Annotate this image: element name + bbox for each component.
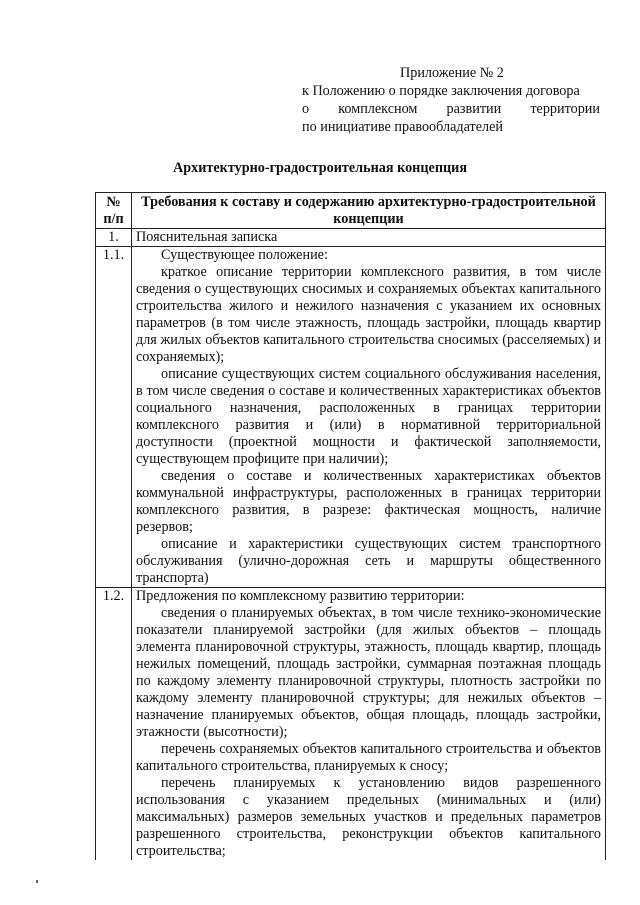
document-heading: Архитектурно-градостроительная концепция xyxy=(172,160,468,176)
row-content xyxy=(132,247,606,588)
scan-speck xyxy=(36,880,38,883)
row-content xyxy=(132,588,606,861)
row-paragraph: Существующее положение: xyxy=(161,247,328,263)
table-row xyxy=(96,247,606,588)
row-paragraph: описание существующих систем социального обслуживания населения, в том числе сведения о составе и количественных характеристиках объектов социального назначения, расположенных в границах территории комплексного развития и (или) в нормативной территориальной доступности (проектной мощности и фактической заполняемости, существующем профиците при наличии); xyxy=(136,366,601,467)
appendix-line-2: о комплексном развитии территории xyxy=(302,101,600,117)
row-paragraph: сведения о составе и количественных характеристиках объектов коммунальной инфраструктуры, расположенных в границах территории комплексного развития, в разрезе: фактическая мощность, наличие резервов; xyxy=(136,468,601,535)
table-row xyxy=(96,588,606,861)
header-requirements: Требования к составу и содержанию архитектурно-градостроительной концепции xyxy=(132,193,606,229)
table-header-row xyxy=(96,193,606,229)
requirements-table xyxy=(95,192,606,860)
row-content xyxy=(132,229,606,247)
appendix-line-3: по инициативе правообладателей xyxy=(302,119,504,135)
row-number: 1.2. xyxy=(96,588,132,861)
row-paragraph: перечень сохраняемых объектов капитального строительства и объектов капитального строительства, планируемых к сносу; xyxy=(136,741,601,774)
row-number: 1. xyxy=(96,229,132,247)
row-paragraph: краткое описание территории комплексного развития, в том числе сведения о существующих сносимых и сохраняемых объектах капитального строительства жилого и нежилого назначения с указанием их основных параметров (в том числе этажность, площадь застройки, площадь квартир для жилых объектов капитального строительства сносимых (расселяемых) и сохраняемых); xyxy=(136,264,601,365)
row-paragraph: описание и характеристики существующих систем транспортного обслуживания (улично-дорожная сеть и маршруты общественного транспорта) xyxy=(136,536,601,586)
appendix-line-1: к Положению о порядке заключения договора xyxy=(302,83,580,99)
appendix-block xyxy=(302,64,600,136)
row-paragraph: Предложения по комплексному развитию территории: xyxy=(136,588,465,604)
appendix-title: Приложение № 2 xyxy=(400,65,504,81)
row-number: 1.1. xyxy=(96,247,132,588)
row-paragraph: сведения о планируемых объектах, в том числе технико-экономические показатели планируемой застройки (для жилых объектов – площадь элемента планировочной структуры, этажность, площадь квартир, площадь нежилых помещений, площадь застройки, суммарная поэтажная площадь по каждому элементу планировочной структуры, плотность застройки по каждому элементу планировочной структуры; для нежилых объектов – назначение планируемых объектов, общая площадь, площадь застройки, этажности (высотности); xyxy=(136,605,601,740)
table-row xyxy=(96,229,606,247)
row-paragraph: Пояснительная записка xyxy=(136,229,278,245)
row-paragraph: перечень планируемых к установлению видов разрешенного использования с указанием предельных (минимальных и (или) максимальных) размеров земельных участков и предельных параметров разрешенного строительства, реконструкции объектов капитального строительства; xyxy=(136,775,601,859)
header-number: № п/п xyxy=(96,193,132,229)
